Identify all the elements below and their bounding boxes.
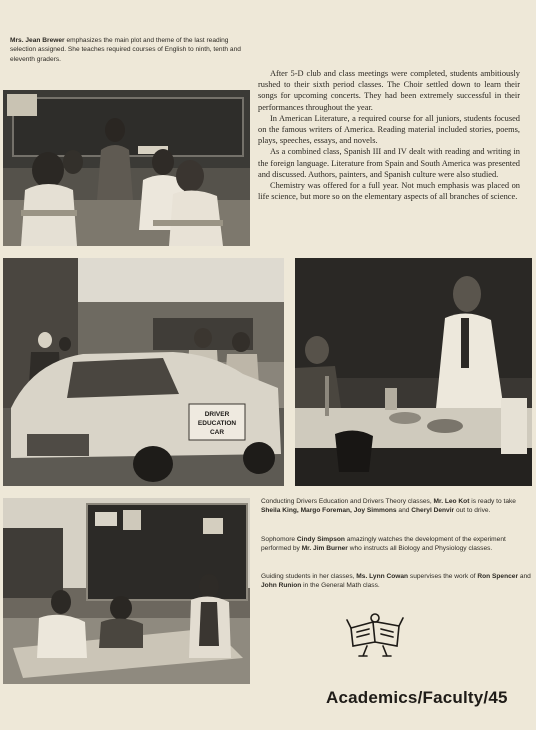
caption-name: Sheila King, Margo Foreman, Joy Simmons xyxy=(261,507,397,515)
article-body xyxy=(258,68,520,202)
caption-name: Cheryl Denvir xyxy=(411,507,455,515)
article-paragraph: Chemistry was offered for a full year. Not much emphasis was placed on life science, but more so on the elementary aspects of all branches of science. xyxy=(258,181,520,202)
caption-name: Cindy Simpson xyxy=(296,536,345,543)
car-door-label-1: DRIVER xyxy=(204,411,230,418)
top-photo-caption: Mrs. Jean Brewer emphasizes the main plot and theme of the last reading selection assigned. She teaches required courses of English to ninth, tenth and eleventh graders. xyxy=(10,37,241,63)
caption-name: Ron Spencer xyxy=(477,573,519,580)
page-footer: Academics/Faculty/45 xyxy=(326,688,508,707)
drivers-education-caption: Conducting Drivers Education and Drivers Theory classes, Mr. Leo Kot is ready to take Sheila King, Margo Foreman, Joy Simmons and Cheryl Denvir out to drive. xyxy=(261,498,516,515)
drivers-education-photo xyxy=(3,258,284,486)
caption-name: Mrs. Jean Brewer xyxy=(10,37,65,44)
caption-name: Mr. Jim Burner xyxy=(301,545,348,553)
car-door-label-2: EDUCATION xyxy=(197,420,237,427)
article-paragraph: In American Literature, a required course for all juniors, students focused on the famous writers of America. Reading material included stories, poems, plays, speeches, essays, and novels. xyxy=(258,113,520,146)
caption-name: John Runion xyxy=(261,582,302,590)
caption-name: Ms. Lynn Cowan xyxy=(356,573,409,580)
article-paragraph: After 5-D club and class meetings were completed, students ambitiously rushed to their sixth period classes. The Choir settled down to learn their songs for upcoming concerts. They had been extremely successful in their performances throughout the year. xyxy=(258,69,520,112)
car-door-label-3: CAR xyxy=(209,429,225,436)
reading-mascot-icon xyxy=(345,612,405,660)
science-lab-photo xyxy=(295,258,532,486)
caption-name: Mr. Leo Kot xyxy=(433,498,470,505)
classroom-english-photo xyxy=(3,90,250,246)
science-caption: Sophomore Cindy Simpson amazingly watches the development of the experiment performed by Mr. Jim Burner who instructs all Biology and Physiology classes. xyxy=(261,536,506,553)
math-caption: Guiding students in her classes, Ms. Lynn Cowan supervises the work of Ron Spencer and John Runion in the General Math class. xyxy=(261,573,531,590)
article-paragraph: As a combined class, Spanish III and IV dealt with reading and writing in the foreign language. Literature from Spain and South America was presented and discussed. Authors, painters, and Spanish culture were also studied. xyxy=(258,147,520,179)
math-class-photo xyxy=(3,498,250,684)
